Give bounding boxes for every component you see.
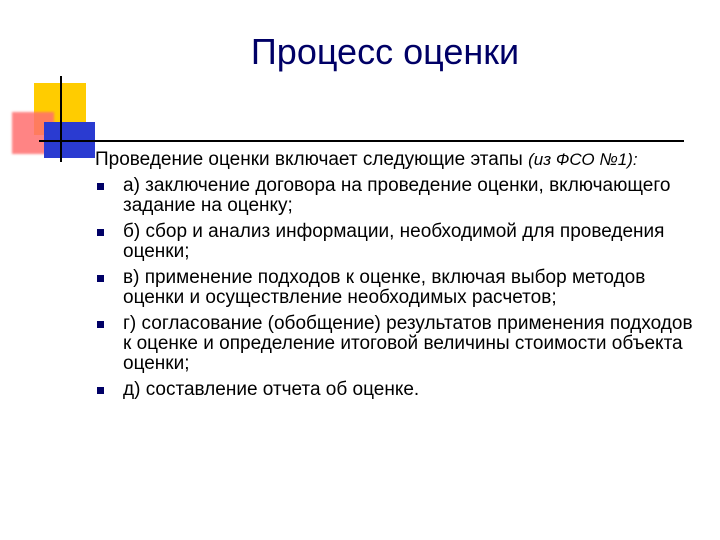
slide-title: Процесс оценки bbox=[250, 31, 520, 72]
bullet-square-icon bbox=[97, 229, 104, 236]
bullet-square-icon bbox=[97, 321, 104, 328]
list-item bbox=[95, 268, 695, 308]
list-item bbox=[95, 222, 695, 262]
intro-source-note: (из ФСО №1): bbox=[528, 150, 638, 169]
list-item bbox=[95, 176, 695, 216]
decor-vertical-line bbox=[60, 76, 62, 162]
step-text: а) заключение договора на проведение оценки, включающего задание на оценку; bbox=[123, 175, 671, 216]
slide-body bbox=[95, 150, 695, 406]
title-divider-line bbox=[39, 140, 684, 142]
list-item bbox=[95, 380, 695, 400]
step-text: г) согласование (обобщение) результатов применения подходов к оценке и определение итоговой величины стоимости объекта оценки; bbox=[123, 313, 693, 374]
bullet-square-icon bbox=[97, 183, 104, 190]
intro-paragraph bbox=[95, 150, 695, 170]
steps-list bbox=[95, 176, 695, 400]
intro-text: Проведение оценки включает следующие этапы bbox=[95, 149, 523, 170]
step-text: б) сбор и анализ информации, необходимой для проведения оценки; bbox=[123, 221, 665, 262]
step-text: д) составление отчета об оценке. bbox=[123, 379, 420, 400]
list-item bbox=[95, 314, 695, 374]
bullet-square-icon bbox=[97, 275, 104, 282]
step-text: в) применение подходов к оценке, включая выбор методов оценки и осуществление необходимых расчетов; bbox=[123, 267, 646, 308]
bullet-square-icon bbox=[97, 387, 104, 394]
